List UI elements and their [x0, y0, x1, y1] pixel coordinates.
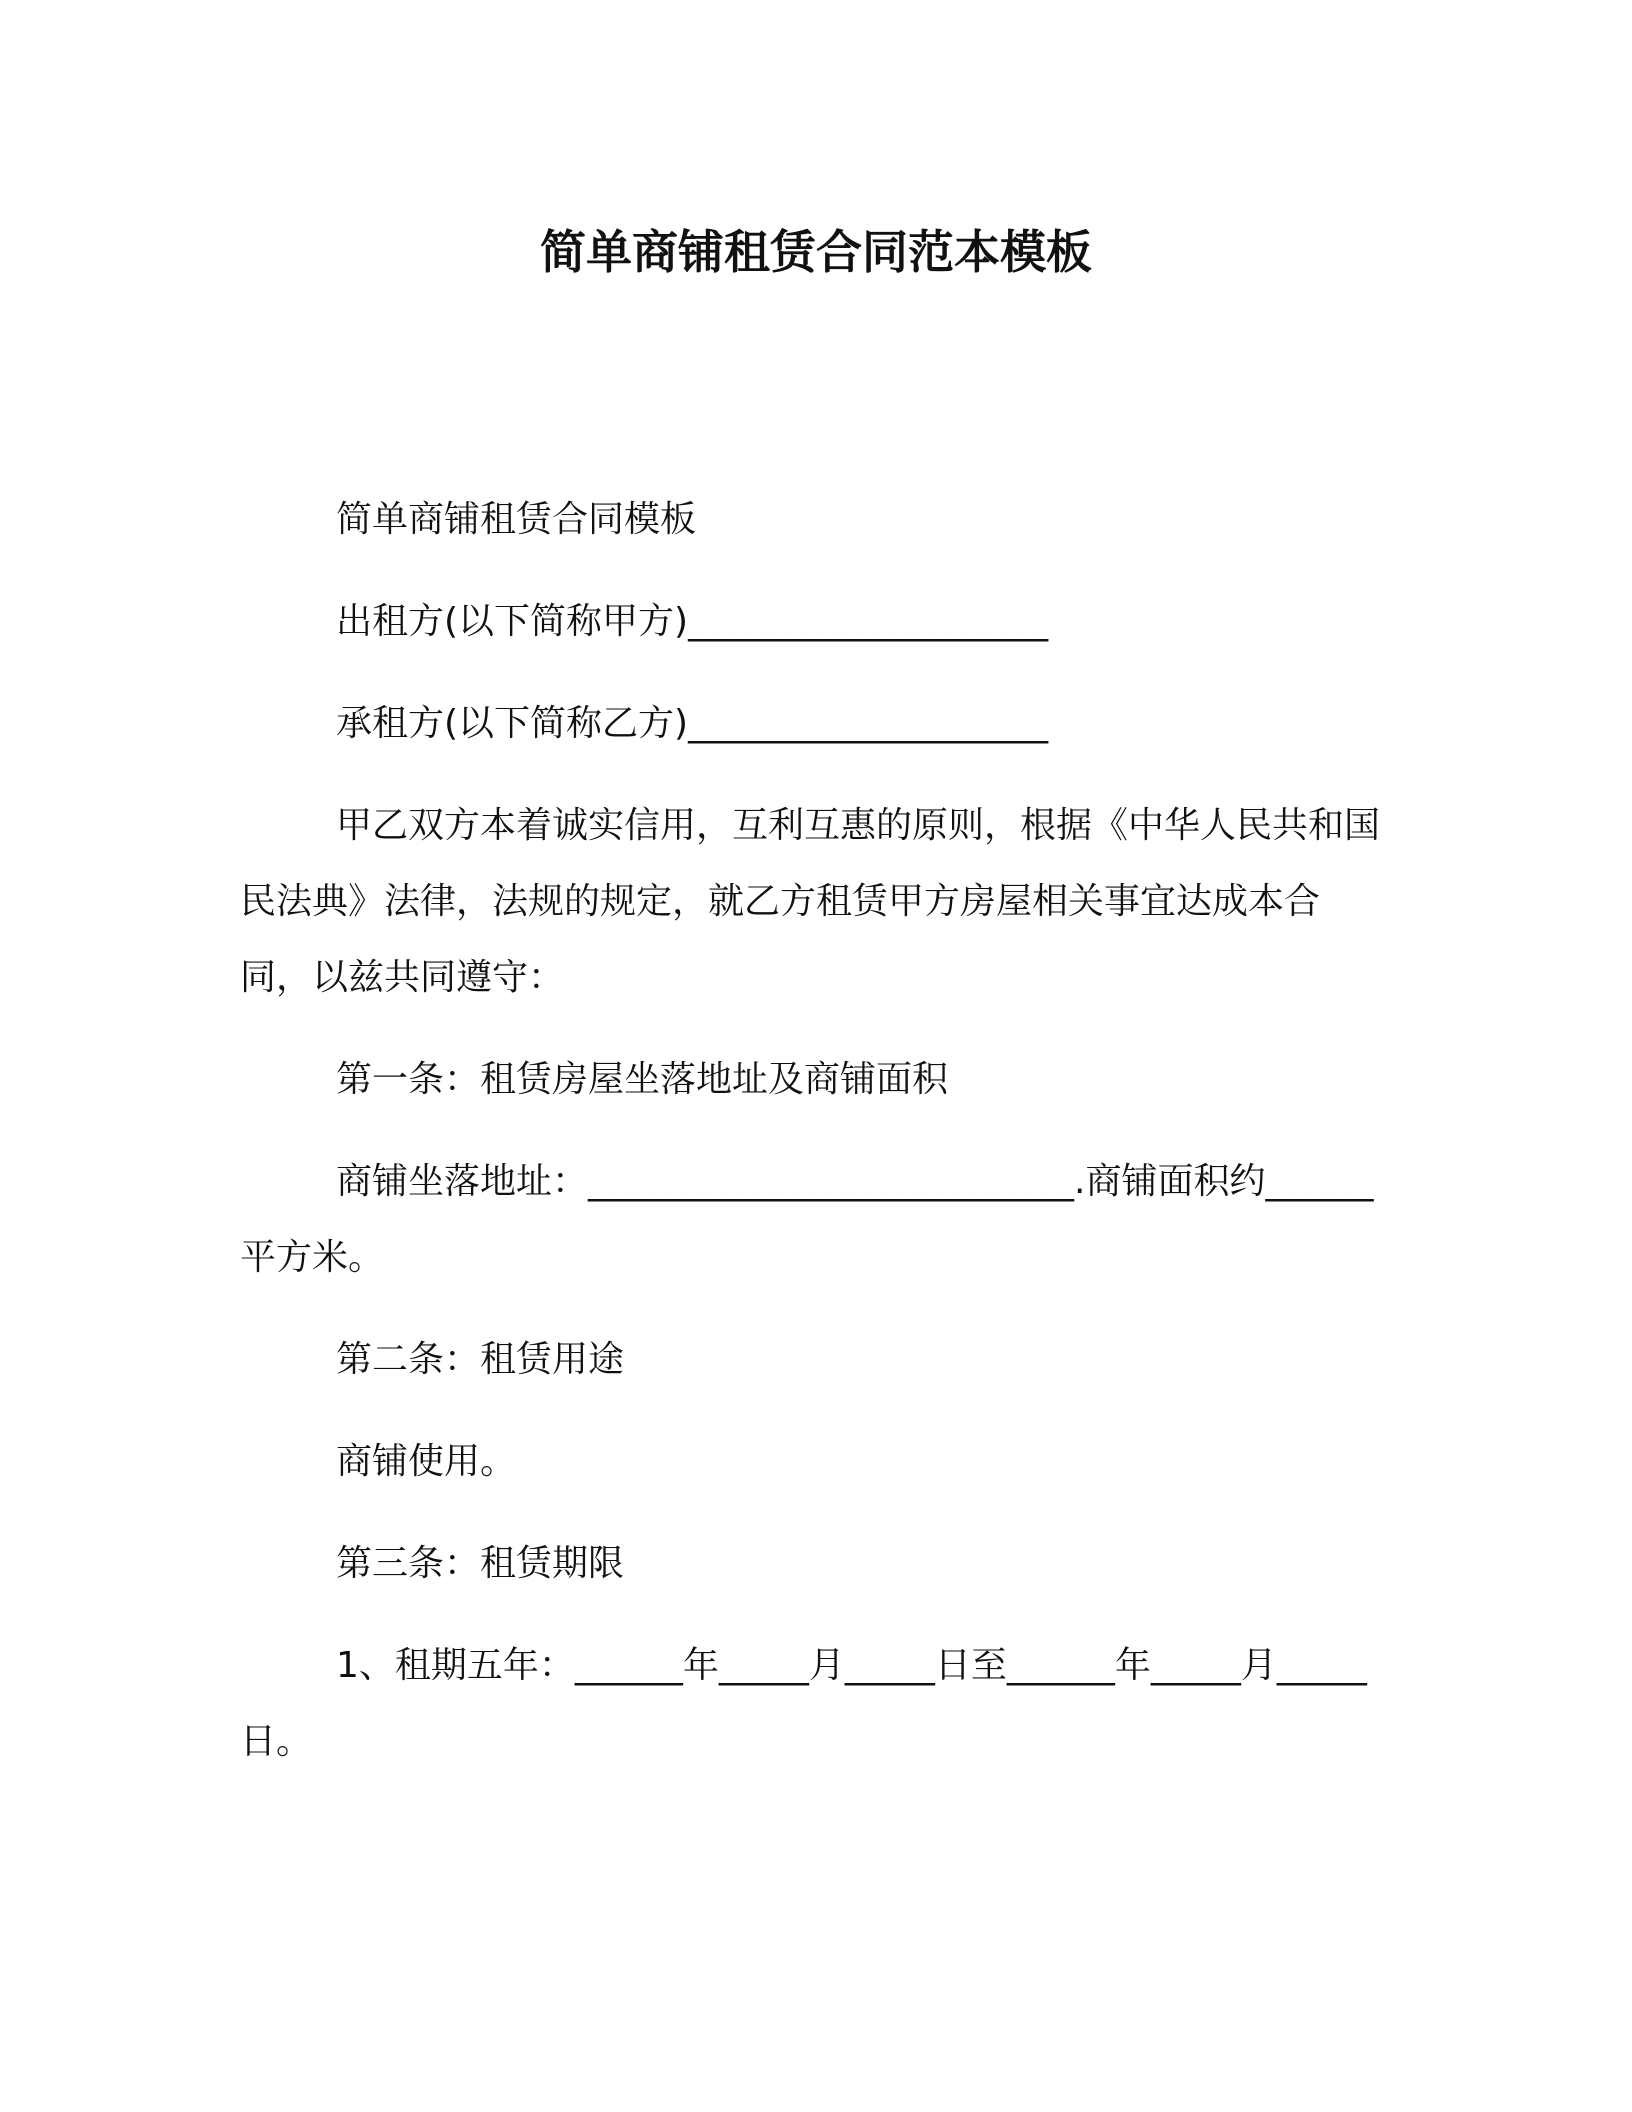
- paragraph-lease-term: 1、租期五年：______年_____月_____日至______年_____月_____日。: [240, 1645, 1367, 1762]
- article-1-heading: 第一条：租赁房屋坐落地址及商铺面积: [336, 1059, 949, 1100]
- paragraph-subtitle: 简单商铺租赁合同模板: [336, 499, 697, 540]
- paragraph-usage: 商铺使用。: [336, 1441, 517, 1482]
- paragraph-shop-address: 商铺坐落地址：___________________________.商铺面积约______平方米。: [240, 1161, 1374, 1278]
- paragraph-lessor: 出租方(以下简称甲方)____________________: [336, 601, 1049, 642]
- paragraph-preamble: 甲乙双方本着诚实信用，互利互惠的原则，根据《中华人民共和国民法典》法律，法规的规定，就乙方租赁甲方房屋相关事宜达成本合同，以兹共同遵守：: [240, 805, 1381, 998]
- document-title: 简单商铺租赁合同范本模板: [540, 225, 1092, 279]
- document-body: [240, 482, 1390, 1806]
- article-2-heading: 第二条：租赁用途: [336, 1339, 625, 1380]
- paragraph-lessee: 承租方(以下简称乙方)____________________: [336, 703, 1049, 744]
- article-3-heading: 第三条：租赁期限: [336, 1543, 625, 1584]
